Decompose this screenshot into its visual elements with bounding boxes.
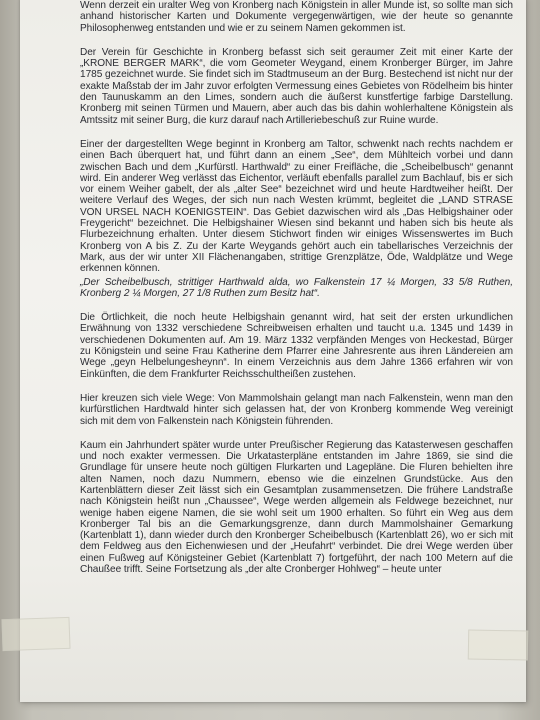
paragraph-wege: Einer der dargestellten Wege beginnt in Kronberg am Taltor, schwenkt nach rechts nachdem er einen Bach überquert hat, und führt dann an einem „See“, dem Mühlteich vorbei und dann zwischen Bach und dem „Kurfürstl. Harthwald“ zu einer Freifläche, die „Scheibelbusch“ genannt wird. Ein anderer Weg verlässt das Eichentor, verläuft ebenfalls parallel zum Bachlauf, bis er sich vor einem Weiher gabelt, der als „alter See“ bezeichnet wird und heute Hardtweiher heißt. Der weitere Verlauf des Weges, der sich nun nach Westen krümmt, begleitet die „LAND STRASE VON URSEL NACH KOENIGSTEIN“. Das Gebiet dazwischen wird als „Das Helbigshainer oder Freygericht“ bezeichnet. Die Helbigshainer Wiesen sind bekannt und haben sich bis heute als Flurbezeichnung erhalten. Unter diesem Stichwort finden wir einiges Wissenswertes im Buch Kronberg von A bis Z. Zu der Karte Weygands gehört auch ein tabellarisches Verzeichnis der Mark, aus der wir unter XII Flächenangaben, strittige Grenzplätze, Öde, Waldplätze und Wege erkennen können. bbox=[80, 138, 513, 275]
paragraph-kataster: Kaum ein Jahrhundert später wurde unter Preußischer Regierung das Katasterwesen geschaffen und noch exakter vermessen. Die Urkatasterpläne entstanden im Jahre 1869, sie sind die Grundlage für unsere heute noch gültigen Flurkarten und Lagepläne. Die Fluren behielten ihre alten Namen, noch dazu Nummern, ebenso wie die einzelnen Grundstücke. Aus den Kartenblättern dieser Zeit lässt sich ein Gesamtplan zusammensetzen. Die frühere Landstraße nach Königstein heißt nun „Chaussee“, Wege werden allgemein als Feldwege bezeichnet, nur wenige haben eigene Namen, die sie wohl seit um 1900 erhalten. So führt ein Weg aus dem Kronberger Tal bis an die Gemarkungsgrenze, dann durch Mammolshainer Gemarkung (Kartenblatt 1), dann wieder durch den Kronberger Scheibelbusch (Kartenblatt 26), wo er sich mit dem Feldweg aus den Eichenwiesen und der „Heufahrt“ verbindet. Die drei Wege werden über einen Fußweg auf Königsteiner Gebiet (Kartenblatt 7) fortgeführt, der nach 100 Metern auf die Chaußee trifft. Seine Fortsetzung als „der alte Cronberger Hohlweg“ – heute unter bbox=[80, 439, 513, 576]
citation-scheibelbusch bbox=[80, 277, 513, 300]
paragraph-intro: Wenn derzeit ein uralter Weg von Kronberg nach Königstein in aller Munde ist, so sollte man sich anhand historischer Karten und Dokumente vergegenwärtigen, wie der heute so genannte Philosophenweg entstanden und wie er zu seinem Namen gekommen ist. bbox=[80, 0, 513, 34]
paragraph-verein: Der Verein für Geschichte in Kronberg befasst sich seit geraumer Zeit mit einer Karte der „KRONE BERGER MARK“, die vom Geometer Weygand, einem Kronberger Bürger, im Jahre 1785 gezeichnet wurde. Sie findet sich im Stadtmuseum an der Burg. Bestechend ist nicht nur der exakte Maßstab der im Jahr zuvor erfolgten Vermessung eines Gebietes von Rödelheim bis hinter den Taunuskamm an den Limes, sondern auch die äußerst kunstfertige farbige Darstellung. Kronberg mit seinen Türmen und Mauern, aber auch das bis dahin wohlerhaltene Königstein als Amtssitz mit seiner Burg, die kurz darauf nach Artilleriebeschuß zur Ruine wurde. bbox=[80, 46, 513, 126]
paragraph-kreuzung: Hier kreuzen sich viele Wege: Von Mammolshain gelangt man nach Falkenstein, wenn man den kurfürstlichen Hardtwald hinter sich gelassen hat, der von Kronberg kommende Weg vereinigt sich mit dem von Falkenstein nach Königstein führenden. bbox=[80, 392, 513, 427]
citation-text: „Der Scheibelbusch, strittiger Harthwald alda, wo Falkenstein 17 ¼ Morgen, 33 5/8 Ruthen, Kronberg 2 ¼ Morgen, 27 1/8 Ruthen zum Besitz hat“. bbox=[80, 276, 513, 299]
paper-sheet bbox=[20, 0, 526, 702]
tape-strip-right bbox=[468, 629, 529, 660]
paragraph-helbigshain: Die Örtlichkeit, die noch heute Helbigshain genannt wird, hat seit der ersten urkundlichen Erwähnung von 1332 verschiedene Schreibweisen erhalten und taucht u.a. 1345 und 1439 in verschiedenen Dokumenten auf. Am 19. März 1332 verpfänden Menges von Heckestad, Bürger zu Königstein und seine Frau Katherine dem Pfarrer eine Jahresrente aus ihren Ländereien am Wege „geyn Helbelungesheynn“. In einem Verzeichnis aus dem Jahre 1366 erfahren wir von Einkünften, die dem Frankfurter Reichsschultheißen zustehen. bbox=[80, 312, 513, 380]
document-text bbox=[80, 0, 513, 588]
tape-strip-left bbox=[1, 617, 70, 651]
